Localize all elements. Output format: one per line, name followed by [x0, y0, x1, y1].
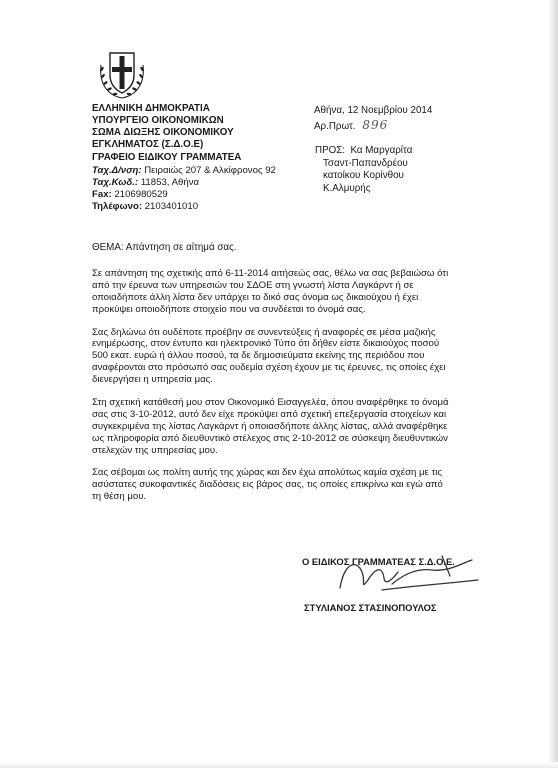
ministry-line: ΕΛΛΗΝΙΚΗ ΔΗΜΟΚΡΑΤΙΑ [92, 103, 210, 114]
paragraph-line: προκύψει οποιοδήποτε στοιχείο που να συνδέεται το όνομά σας. [92, 303, 366, 315]
paragraph-line: από την έρευνα των υπηρεσιών του ΣΔΟΕ στη γνωστή λίστα Λαγκάρντ ή σε [92, 279, 414, 291]
paragraph-line: Σας δηλώνω ότι ουδέποτε προέβην σε συνεντεύξεις ή αναφορές σε μέσα μαζικής [92, 326, 436, 338]
ministry-line: ΥΠΟΥΡΓΕΙΟ ΟΙΚΟΝΟΜΙΚΩΝ [92, 115, 224, 127]
fax-label: Fax: [92, 189, 112, 201]
paragraph-line: Σας σέβομαι ως πολίτη αυτής της χώρας και δεν έχω απολύτως καμία σχέση με τις [92, 467, 443, 479]
paragraph-line: συγκεκριμένα της λίστας Λαγκάρντ ή οποιασδήποτε άλλης λίστας, αλλά αναφέρθηκε [92, 420, 448, 432]
greek-coat-of-arms-icon [96, 47, 148, 101]
paragraph-line: διενεργήσει η υπηρεσία μας. [92, 374, 213, 386]
postcode-value: 11853, Αθήνα [140, 177, 199, 189]
protocol-number: 896 [362, 117, 389, 132]
signatory-name: ΣΤΥΛΙΑΝΟΣ ΣΤΑΣΙΝΟΠΟΥΛΟΣ [304, 602, 437, 613]
ministry-line: ΕΓΚΛΗΜΑΤΟΣ (Σ.Δ.Ο.Ε) [92, 139, 204, 151]
paragraph-line: σας στις 3-10-2012, αυτό δεν είχε προκύψει από σχετική επεξεργασία στοιχείων και [92, 408, 447, 420]
recipient-first-row [315, 145, 505, 158]
body-paragraph [92, 268, 467, 316]
body-paragraph [92, 467, 467, 503]
paragraph-line: Στη σχετική κατάθεσή μου στον Οικονομικό Εισαγγελέα, όπου αναφέρθηκε το όνομά [92, 397, 449, 409]
contact-info [92, 165, 332, 213]
scan-shadow-edge [548, 0, 558, 768]
body-paragraph [92, 397, 467, 456]
recipient-block [315, 145, 505, 196]
body-paragraph [92, 327, 467, 386]
paragraph-line: ασύστατες συκοφαντικές διαδόσεις εις βάρος σας, τις οποίες επικρίνω και εγώ από [92, 479, 443, 491]
recipient-line: κατοίκου Κορίνθου [323, 170, 404, 182]
paragraph-line: ως πληροφορία από διευθυντικό στέλεχος στις 2-10-2012 σε σύσκεψη διευθυντικών [92, 432, 448, 444]
ministry-line: ΓΡΑΦΕΙΟ ΕΙΔΙΚΟΥ ΓΡΑΜΜΑΤΕΑ [92, 151, 242, 163]
scan-shadow-bottom [0, 762, 558, 768]
paragraph-line: ενημέρωσης, στον έντυπο και ηλεκτρονικό Τύπο ότι δήθεν είστε δικαιούχος ποσού [92, 338, 440, 350]
ministry-header [92, 103, 322, 164]
letter-date: Αθήνα, 12 Νοεμβρίου 2014 [314, 105, 433, 116]
phone-label: Τηλέφωνο: [92, 201, 143, 213]
ministry-line: ΣΩΜΑ ΔΙΩΞΗΣ ΟΙΚΟΝΟΜΙΚΟΥ [92, 127, 234, 139]
recipient-name: Κα Μαργαρίτα [350, 145, 413, 156]
phone-row [92, 201, 332, 213]
subject-line: ΘΕΜΑ: Απάντηση σε αίτημά σας. [92, 242, 237, 253]
paragraph-line: στελεχών της υπηρεσίας μου. [92, 444, 218, 456]
fax-row [92, 189, 332, 201]
recipient-label: ΠΡΟΣ: [315, 145, 346, 156]
phone-value: 2103401010 [144, 201, 199, 213]
address-row [92, 165, 332, 177]
protocol-label: Αρ.Πρωτ. [314, 120, 356, 132]
paragraph-line: τη θέση μου. [92, 491, 147, 503]
postcode-row [92, 177, 332, 189]
recipient-line: Τσαντ-Παπανδρέου [323, 157, 408, 169]
postcode-label: Ταχ.Κωδ.: [92, 177, 139, 189]
paragraph-line: Σε απάντηση της σχετικής από 6-11-2014 αιτήσεώς σας, θέλω να σας βεβαιώσω ότι [92, 268, 449, 279]
signature-block [302, 556, 502, 613]
fax-value: 2106980529 [114, 189, 168, 201]
signatory-title: Ο ΕΙΔΙΚΟΣ ΓΡΑΜΜΑΤΕΑΣ Σ.Δ.Ο.Ε. [302, 556, 455, 567]
paragraph-line: οποιαδήποτε άλλη λίστα δεν υπάρχει το δικό σας όνομα ως δικαιούχου ή έχει [92, 291, 419, 303]
address-value: Πειραιώς 207 & Αλκίφρονος 92 [144, 165, 276, 176]
letter-body [92, 268, 467, 514]
paragraph-line: 500 εκατ. ευρώ ή άλλου ποσού, τα δε δημοσιεύματα εκείνης της περιόδου που [92, 350, 425, 362]
paragraph-line: αναφέρονται στο πρόσωπό σας ουδεμία σχέση έχουν με τις έρευνες, τις οποίες έχει [92, 362, 446, 374]
address-label: Ταχ.Δ/νση: [92, 165, 142, 176]
recipient-line: Κ.Αλμυρής [323, 183, 371, 195]
date-block [314, 105, 504, 133]
handwritten-signature-icon [322, 550, 492, 600]
protocol-row [314, 118, 504, 134]
